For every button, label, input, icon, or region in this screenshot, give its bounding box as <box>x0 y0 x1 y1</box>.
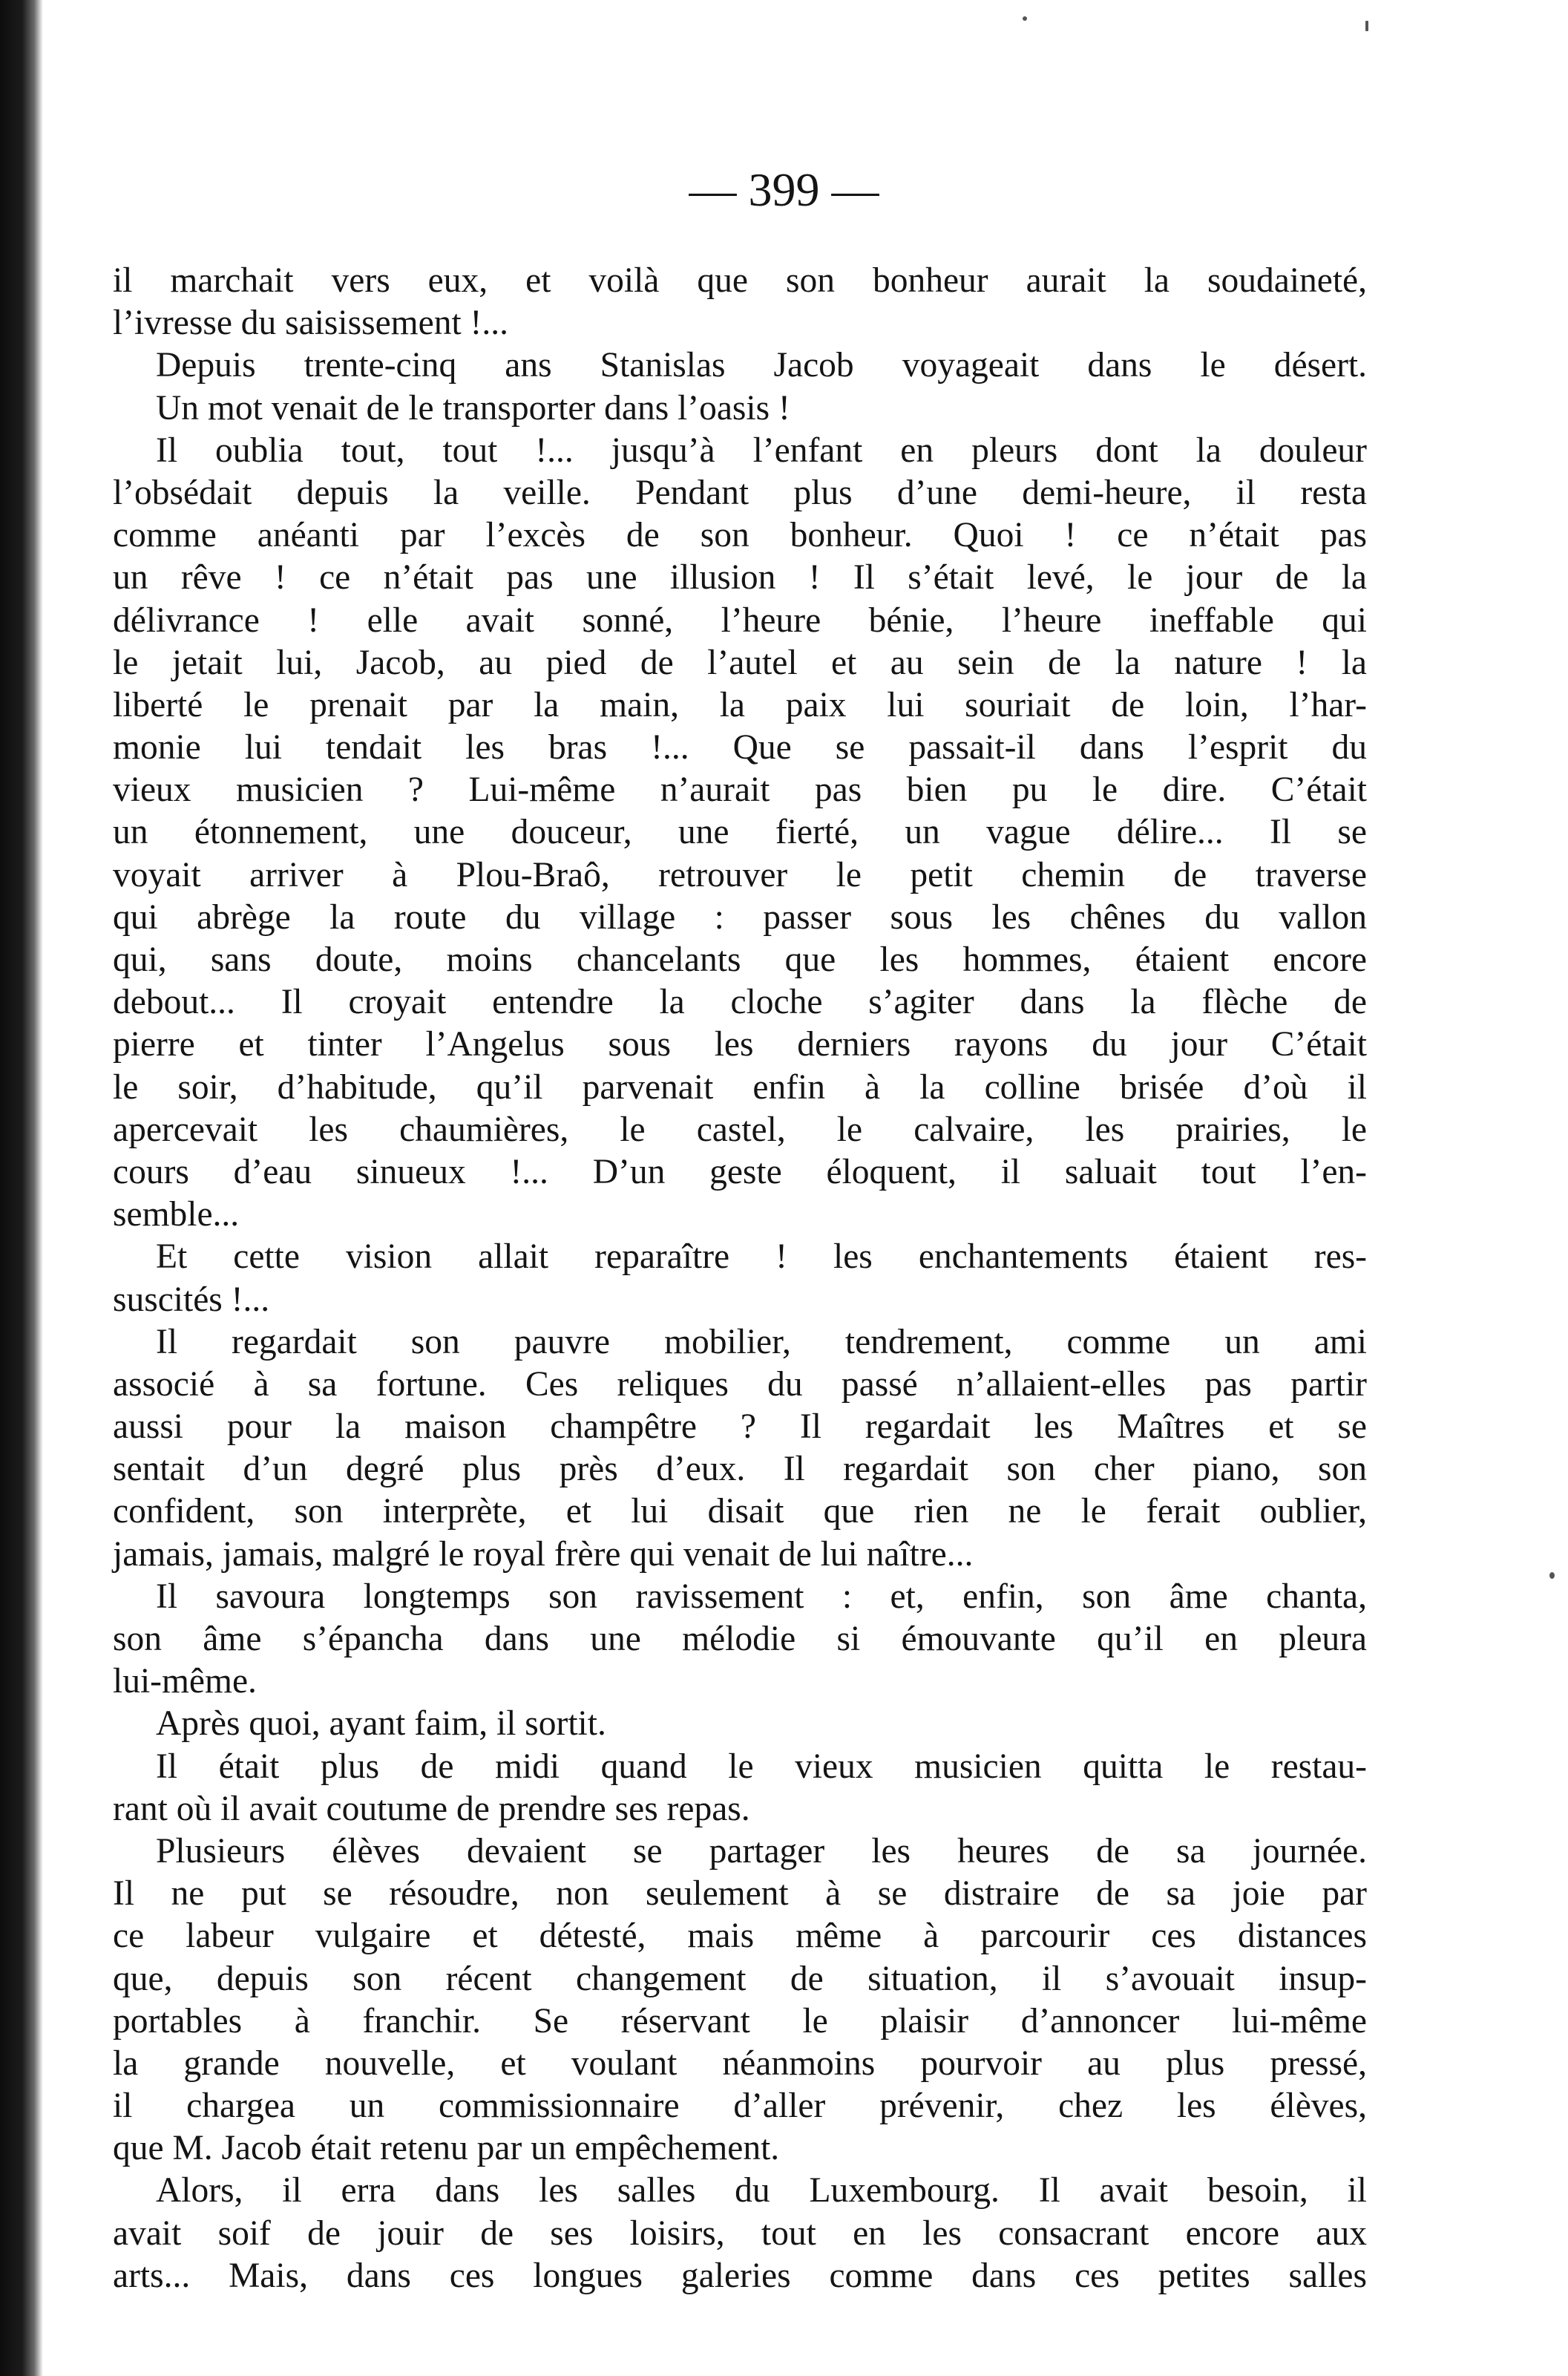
text-line: rant où il avait coutume de prendre ses repas. <box>113 1789 750 1828</box>
text-line: Il savoura longtemps son ravissement : et, enfin, son âme chanta, <box>156 1577 1367 1616</box>
text-line: un étonnement, une douceur, une fierté, un vague délire... Il se <box>113 813 1367 852</box>
text-line: le soir, d’habitude, qu’il parvenait enfin à la colline brisée d’où il <box>113 1067 1367 1107</box>
text-line: un rêve ! ce n’était pas une illusion ! Il s’était levé, le jour de la <box>113 558 1367 598</box>
text-line: son âme s’épancha dans une mélodie si émouvante qu’il en pleura <box>113 1620 1367 1658</box>
text-line: Il oublia tout, tout !... jusqu’à l’enfant en pleurs dont la douleur <box>156 431 1367 470</box>
text-line: le jetait lui, Jacob, au pied de l’autel et au sein de la nature ! la <box>113 643 1367 682</box>
text-line: liberté le prenait par la main, la paix lui souriait de loin, l’har- <box>113 685 1367 724</box>
scanned-binding-edge <box>0 0 43 2376</box>
text-line: Il regardait son pauvre mobilier, tendrement, comme un ami <box>156 1322 1367 1361</box>
text-line: qui abrège la route du village : passer sous les chênes du vallon <box>113 897 1367 937</box>
text-line: il chargea un commissionnaire d’aller prévenir, chez les élèves, <box>113 2087 1367 2126</box>
scan-speck <box>1365 21 1368 31</box>
text-line: Il était plus de midi quand le vieux musicien quitta le restau- <box>156 1747 1367 1786</box>
text-line: lui-même. <box>113 1662 257 1701</box>
text-line: Depuis trente-cinq ans Stanislas Jacob voyageait dans le désert. <box>156 346 1367 385</box>
text-line: Un mot venait de le transporter dans l’oasis ! <box>156 388 790 428</box>
text-line: qui, sans doute, moins chancelants que les hommes, étaient encore <box>113 940 1367 979</box>
text-line: associé à sa fortune. Ces reliques du passé n’allaient-elles pas partir <box>113 1364 1367 1404</box>
scan-speck <box>1549 1572 1555 1579</box>
text-line: la grande nouvelle, et voulant néanmoins pourvoir au plus pressé, <box>113 2043 1367 2083</box>
text-line: semble... <box>113 1195 240 1234</box>
text-line: confident, son interprète, et lui disait que rien ne le ferait oublier, <box>113 1492 1367 1531</box>
text-line: vieux musicien ? Lui-même n’aurait pas bien pu le dire. C’était <box>113 770 1367 810</box>
text-line: Il ne put se résoudre, non seulement à se distraire de sa joie par <box>113 1874 1367 1914</box>
scan-speck <box>1023 16 1027 21</box>
text-line: portables à franchir. Se réservant le plaisir d’annoncer lui-même <box>113 2001 1367 2040</box>
text-line: ce labeur vulgaire et détesté, mais même à parcourir ces distances <box>113 1917 1367 1956</box>
text-line: l’obsédait depuis la veille. Pendant plus d’une demi-heure, il resta <box>113 473 1367 512</box>
text-line: jamais, jamais, malgré le royal frère qui venait de lui naître... <box>113 1534 974 1574</box>
text-line: suscités !... <box>113 1280 270 1319</box>
text-line: comme anéanti par l’excès de son bonheur. Quoi ! ce n’était pas <box>113 516 1367 555</box>
text-line: cours d’eau sinueux !... D’un geste éloquent, il saluait tout l’en- <box>113 1152 1367 1191</box>
text-line: Plusieurs élèves devaient se partager les heures de sa journée. <box>156 1831 1367 1871</box>
text-line: avait soif de jouir de ses loisirs, tout en les consacrant encore aux <box>113 2213 1367 2253</box>
text-line: monie lui tendait les bras !... Que se passait-il dans l’esprit du <box>113 728 1367 768</box>
text-line: l’ivresse du saisissement !... <box>113 304 508 343</box>
text-line: Alors, il erra dans les salles du Luxembourg. Il avait besoin, il <box>156 2171 1367 2210</box>
text-line: délivrance ! elle avait sonné, l’heure bénie, l’heure ineffable qui <box>113 600 1367 640</box>
text-line: Après quoi, ayant faim, il sortit. <box>156 1704 606 1744</box>
text-line: que M. Jacob était retenu par un empêchement. <box>113 2129 780 2168</box>
text-line: pierre et tinter l’Angelus sous les derniers rayons du jour C’était <box>113 1025 1367 1064</box>
text-line: il marchait vers eux, et voilà que son bonheur aurait la soudaineté, <box>113 261 1367 300</box>
text-line: voyait arriver à Plou-Braô, retrouver le petit chemin de traverse <box>113 855 1367 894</box>
text-line: Et cette vision allait reparaître ! les enchantements étaient res- <box>156 1237 1367 1277</box>
text-line: aussi pour la maison champêtre ? Il regardait les Maîtres et se <box>113 1407 1367 1447</box>
text-line: debout... Il croyait entendre la cloche s’agiter dans la flèche de <box>113 983 1367 1022</box>
text-line: apercevait les chaumières, le castel, le calvaire, les prairies, le <box>113 1110 1367 1149</box>
page-number: — 399 — <box>689 163 879 216</box>
text-line: sentait d’un degré plus près d’eux. Il regardait son cher piano, son <box>113 1450 1367 1489</box>
body-text <box>113 260 1367 2297</box>
text-line: que, depuis son récent changement de situation, il s’avouait insup- <box>113 1959 1367 1998</box>
text-line: arts... Mais, dans ces longues galeries comme dans ces petites salles <box>113 2256 1367 2295</box>
